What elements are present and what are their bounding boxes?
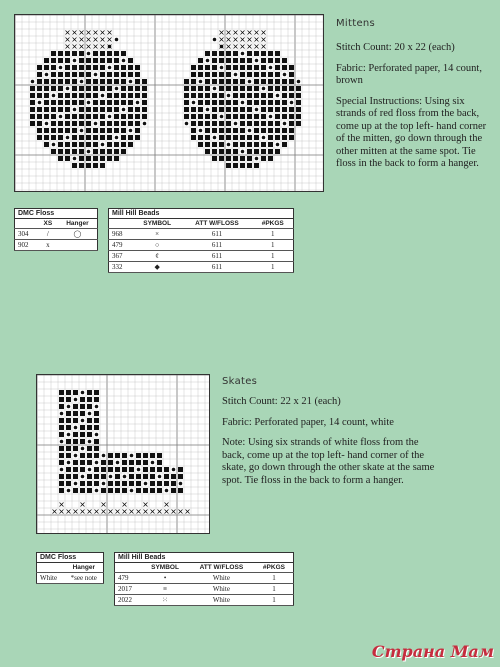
mittens-beads-title: Mill Hill Beads: [109, 209, 294, 219]
skates-note: Note: Using six strands of white floss from the back, come up at the top left- hand corner of the skate, go down through the other skate at the same spot. Tie floss in the back to form a hanger.: [222, 437, 435, 486]
skates-fabric: Fabric: Perforated paper, 14 count, white: [222, 416, 394, 428]
table-row: 479 • White 1: [115, 573, 294, 584]
skates-stitch-count: Stitch Count: 22 x 21 (each): [222, 396, 341, 407]
mittens-instructions: Special Instructions: Using six strands of red floss from the back, come up at the top left- hand corner of the mitten, go down through the other mitten at the same spot. Tie floss in the back to form a hanger.: [336, 95, 487, 169]
skates-chart: [36, 374, 210, 534]
mittens-text: [336, 42, 488, 179]
table-row: 304 / ◯: [15, 229, 98, 240]
skates-beads-title: Mill Hill Beads: [115, 553, 294, 563]
mittens-stitch-count: Stitch Count: 20 x 22 (each): [336, 42, 455, 53]
watermark-logo: Страна Мам: [371, 642, 494, 661]
skates-dmc-table: DMC Floss Hanger White *see note: [36, 552, 104, 584]
mittens-fabric: Fabric: Perforated paper, 14 count, brown: [336, 62, 482, 86]
skates-text: [222, 396, 436, 495]
skates-dmc-title: DMC Floss: [37, 553, 104, 563]
table-row: 332 ◆ 611 1: [109, 262, 294, 273]
table-row: 968 × 611 1: [109, 229, 294, 240]
table-row: 367 ¢ 611 1: [109, 251, 294, 262]
mittens-dmc-title: DMC Floss: [15, 209, 98, 219]
table-row: 2022 ⁙ White 1: [115, 595, 294, 606]
table-row: 2017 ≡ White 1: [115, 584, 294, 595]
table-row: 902 x: [15, 240, 98, 251]
table-row: 479 ○ 611 1: [109, 240, 294, 251]
mittens-beads-table: Mill Hill Beads SYMBOL ATT W/FLOSS #PKGS 968 × 611 1 479 ○ 611 1 367 ¢ 611 1 332 ◆ 611 1: [108, 208, 294, 273]
mittens-dmc-table: DMC Floss XS Hanger 304 / ◯ 902 x: [14, 208, 98, 251]
mittens-grid: [15, 15, 323, 191]
mittens-chart: [14, 14, 324, 192]
skates-title: Skates: [222, 376, 258, 387]
mittens-title: Mittens: [336, 18, 376, 29]
table-row: White *see note: [37, 573, 104, 584]
skates-grid: [37, 375, 209, 533]
skates-beads-table: Mill Hill Beads SYMBOL ATT W/FLOSS #PKGS 479 • White 1 2017 ≡ White 1 2022 ⁙ White 1: [114, 552, 294, 606]
